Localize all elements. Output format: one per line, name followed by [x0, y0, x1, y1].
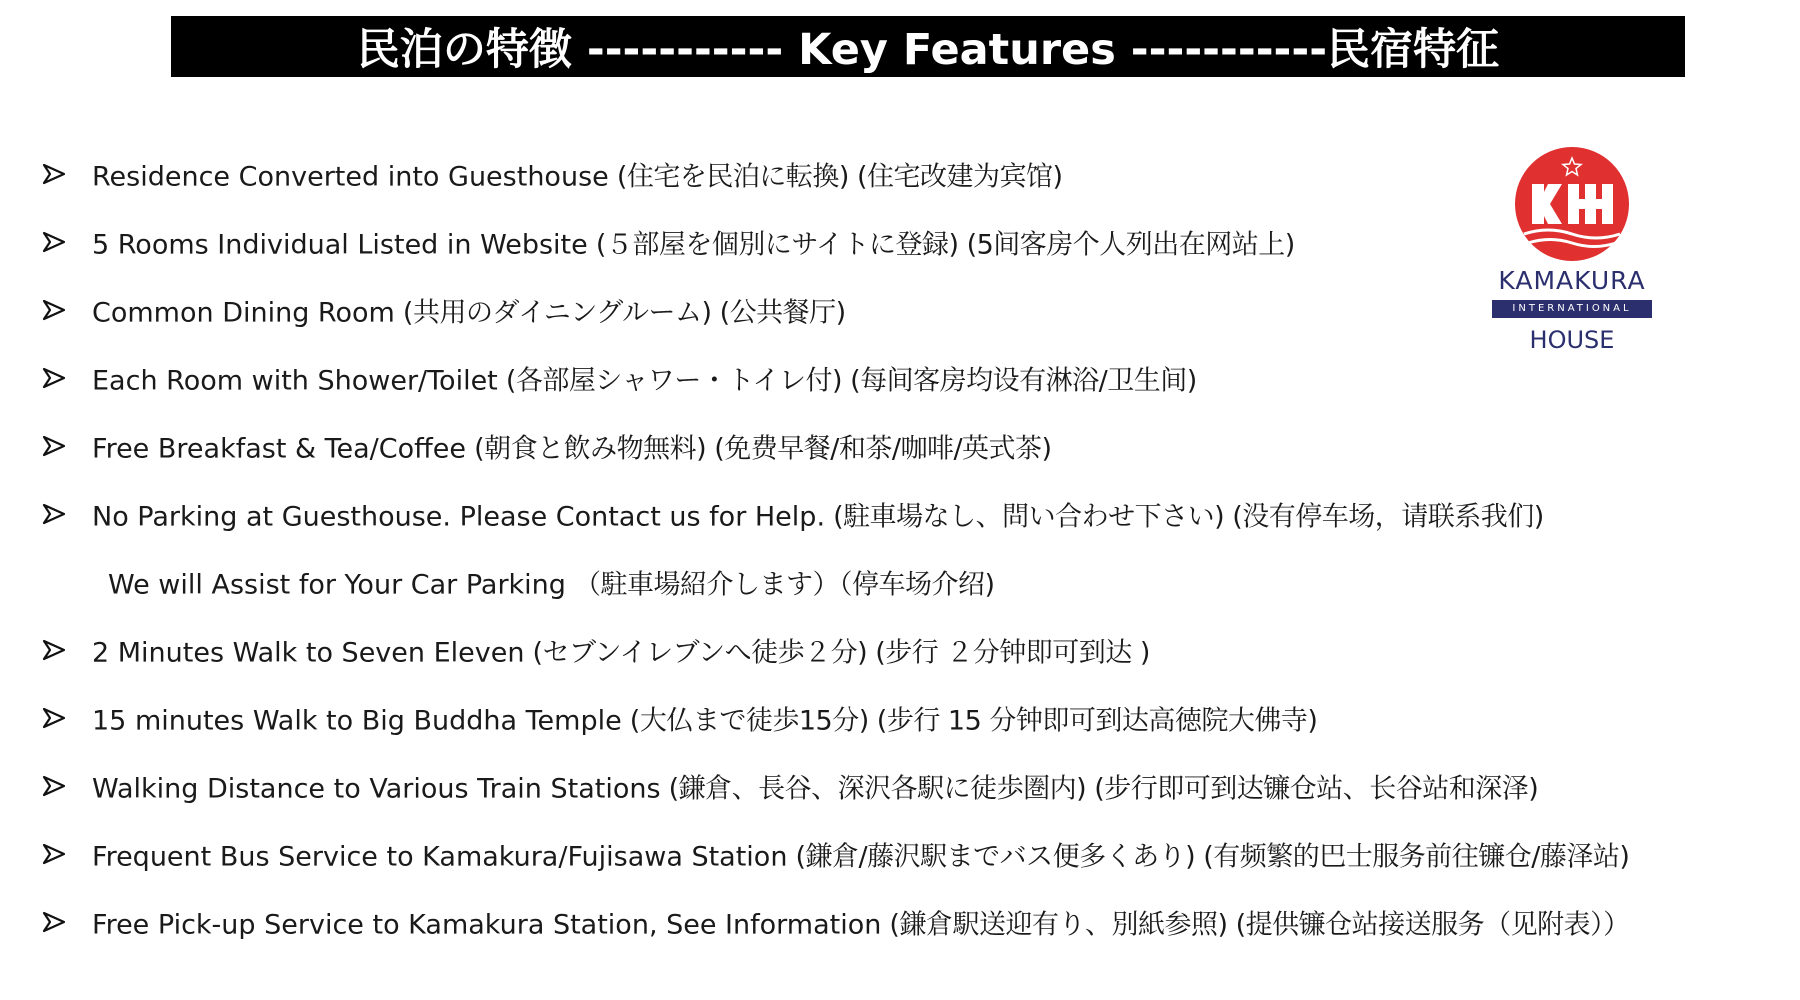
arrowhead-bullet-icon	[42, 774, 66, 798]
feature-text	[92, 291, 846, 330]
feature-translation: (５部屋を個別にサイトに登録) (5间客房个人列出在网站上)	[587, 229, 1295, 261]
feature-text	[108, 563, 995, 602]
feature-text	[92, 223, 1295, 262]
arrowhead-bullet-icon	[42, 230, 66, 254]
feature-english: Residence Converted into Guesthouse	[92, 161, 609, 193]
feature-english: Each Room with Shower/Toilet	[92, 365, 498, 397]
arrowhead-bullet-icon	[42, 434, 66, 458]
feature-item	[40, 820, 1780, 888]
arrowhead-bullet-icon	[42, 366, 66, 390]
page-title-banner	[171, 16, 1685, 77]
kih-emblem-icon	[1482, 146, 1662, 264]
feature-translation: (朝食と飲み物無料) (免费早餐/和茶/咖啡/英式茶)	[465, 433, 1052, 465]
arrowhead-bullet-icon	[42, 638, 66, 662]
feature-text	[92, 835, 1629, 874]
feature-text	[92, 631, 1150, 670]
arrowhead-bullet-icon	[42, 842, 66, 866]
feature-english: Free Pick-up Service to Kamakura Station, See Information	[92, 909, 882, 941]
feature-english: Free Breakfast & Tea/Coffee	[92, 433, 466, 465]
feature-translation: (大仏まで徒歩15分) (步行 15 分钟即可到达高徳院大佛寺)	[621, 705, 1318, 737]
feature-item	[40, 616, 1780, 684]
feature-item	[40, 412, 1780, 480]
logo-line-international: INTERNATIONAL	[1492, 300, 1652, 318]
feature-text	[92, 155, 1063, 194]
arrowhead-bullet-icon	[42, 706, 66, 730]
feature-english: 2 Minutes Walk to Seven Eleven	[92, 637, 525, 669]
feature-text	[92, 359, 1197, 398]
arrowhead-bullet-icon	[42, 298, 66, 322]
feature-translation: (住宅を民泊に転換) (住宅改建为宾馆)	[608, 161, 1063, 193]
feature-text	[92, 767, 1538, 806]
feature-item	[40, 480, 1780, 548]
kamakura-international-house-logo	[1482, 146, 1662, 366]
feature-item	[40, 752, 1780, 820]
feature-english: No Parking at Guesthouse. Please Contact us for Help.	[92, 501, 826, 533]
feature-translation: （駐車場紹介します）（停车场介绍)	[565, 569, 995, 601]
logo-line-kamakura: KAMAKURA	[1498, 266, 1646, 295]
feature-translation: (各部屋シャワー・トイレ付) (每间客房均设有淋浴/卫生间)	[497, 365, 1197, 397]
feature-item	[40, 888, 1780, 956]
feature-translation: (鎌倉駅送迎有り、別紙参照) (提供镰仓站接送服务（见附表））	[881, 909, 1630, 941]
feature-text	[92, 427, 1052, 466]
feature-translation: (鎌倉、長谷、深沢各駅に徒歩圏内) (步行即可到达镰仓站、长谷站和深泽)	[660, 773, 1539, 805]
feature-text	[92, 903, 1630, 942]
arrowhead-bullet-icon	[42, 502, 66, 526]
feature-translation: (鎌倉/藤沢駅までバス便多くあり) (有频繁的巴士服务前往镰仓/藤泽站)	[787, 841, 1630, 873]
feature-english: 5 Rooms Individual Listed in Website	[92, 229, 588, 261]
feature-english: Walking Distance to Various Train Stations	[92, 773, 661, 805]
feature-english: 15 minutes Walk to Big Buddha Temple	[92, 705, 622, 737]
feature-subitem	[40, 548, 1780, 616]
feature-text	[92, 699, 1317, 738]
feature-english: Common Dining Room	[92, 297, 395, 329]
feature-translation: (セブンイレブンへ徒歩２分) (步行 ２分钟即可到达 )	[524, 637, 1150, 669]
arrowhead-bullet-icon	[42, 910, 66, 934]
feature-translation: (駐車場なし、問い合わせ下さい) (没有停车场，请联系我们)	[825, 501, 1544, 533]
feature-english: Frequent Bus Service to Kamakura/Fujisawa Station	[92, 841, 788, 873]
logo-line-house: HOUSE	[1529, 326, 1615, 354]
feature-text	[92, 495, 1544, 534]
arrowhead-bullet-icon	[42, 162, 66, 186]
page-title: 民泊の特徴 ----------- Key Features -----------民宿特征	[356, 25, 1500, 75]
feature-english: We will Assist for Your Car Parking	[108, 569, 566, 601]
feature-item	[40, 684, 1780, 752]
feature-translation: (共用のダイニングルーム) (公共餐厅)	[394, 297, 846, 329]
